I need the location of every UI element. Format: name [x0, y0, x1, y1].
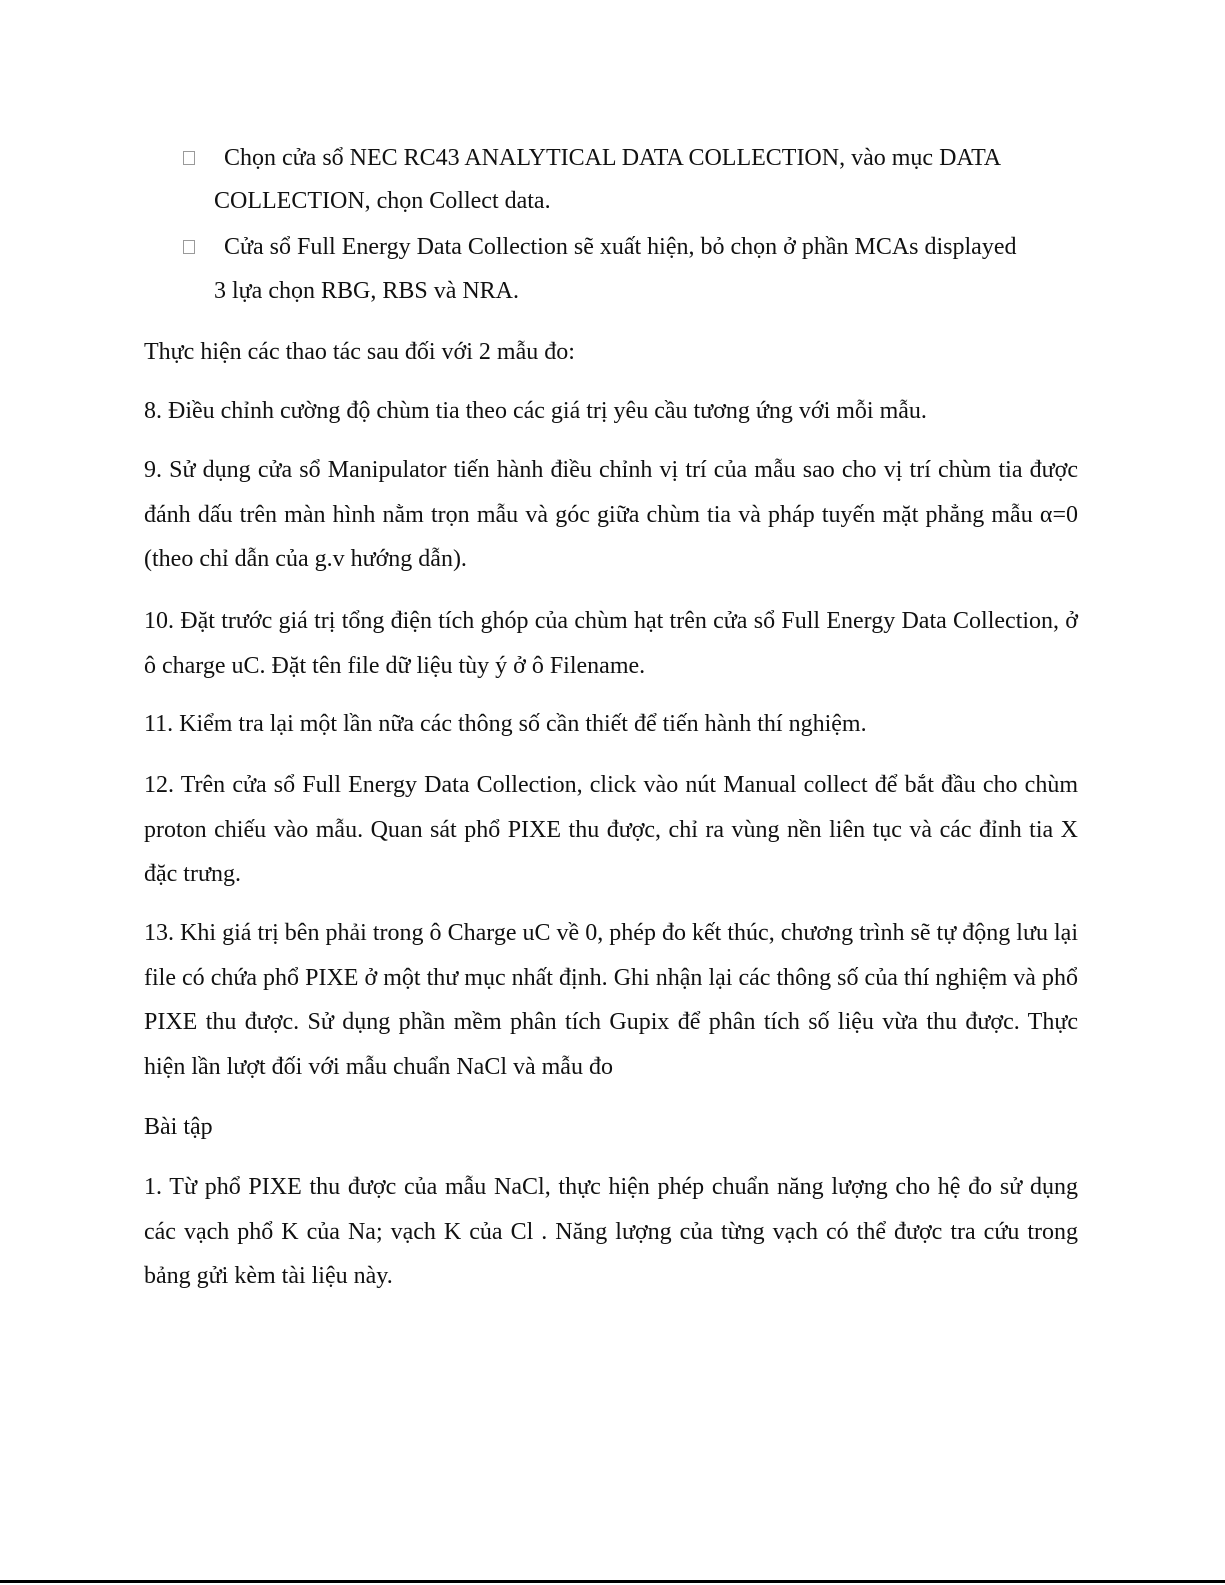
bullet-1-line-2: COLLECTION, chọn Collect data. — [214, 188, 551, 214]
exercise-1: 1. Từ phổ PIXE thu được của mẫu NaCl, thực hiện phép chuẩn năng lượng cho hệ đo sử dụng các vạch phổ K của Na; vạch K của Cl . Năng lượng của từng vạch có thể được tra cứu trong bảng gửi kèm tài liệu này. — [144, 1174, 1078, 1289]
step-10: 10. Đặt trước giá trị tổng điện tích ghóp của chùm hạt trên cửa sổ Full Energy Data Collection, ở ô charge uC. Đặt tên file dữ liệu tùy ý ở ô Filename. — [144, 608, 1078, 679]
intro-text: Thực hiện các thao tác sau đối với 2 mẫu đo: — [144, 339, 575, 365]
step-13: 13. Khi giá trị bên phải trong ô Charge uC về 0, phép đo kết thúc, chương trình sẽ tự động lưu lại file có chứa phổ PIXE ở một thư mục nhất định. Ghi nhận lại các thông số của thí nghiệm và phổ PIXE thu được. Sử dụng phần mềm phân tích Gupix để phân tích số liệu vừa thu được. Thực hiện lần lượt đối với mẫu chuẩn NaCl và mẫu đo — [144, 920, 1078, 1080]
bullet-2-line-1: Cửa sổ Full Energy Data Collection sẽ xuất hiện, bỏ chọn ở phần MCAs displayed — [224, 234, 1017, 260]
bullet-2-line-2: 3 lựa chọn RBG, RBS và NRA. — [214, 278, 520, 304]
step-11: 11. Kiểm tra lại một lần nữa các thông số cần thiết để tiến hành thí nghiệm. — [144, 711, 867, 737]
bullet-checkbox-icon — [183, 240, 195, 254]
step-12: 12. Trên cửa sổ Full Energy Data Collection, click vào nút Manual collect để bắt đầu cho chùm proton chiếu vào mẫu. Quan sát phổ PIXE thu được, chỉ ra vùng nền liên tục và các đỉnh tia X đặc trưng. — [144, 772, 1078, 887]
bullet-1-line-1: Chọn cửa sổ NEC RC43 ANALYTICAL DATA COLLECTION, vào mục DATA — [224, 145, 1002, 171]
step-8: 8. Điều chỉnh cường độ chùm tia theo các giá trị yêu cầu tương ứng với mỗi mẫu. — [144, 398, 927, 424]
step-9: 9. Sử dụng cửa sổ Manipulator tiến hành điều chỉnh vị trí của mẫu sao cho vị trí chùm tia được đánh dấu trên màn hình nằm trọn mẫu và góc giữa chùm tia và pháp tuyến mặt phẳng mẫu α=0 (theo chỉ dẫn của g.v hướng dẫn). — [144, 457, 1078, 572]
bullet-checkbox-icon — [183, 151, 195, 165]
page-bottom-border — [0, 1580, 1225, 1583]
exercise-heading: Bài tập — [144, 1114, 213, 1140]
